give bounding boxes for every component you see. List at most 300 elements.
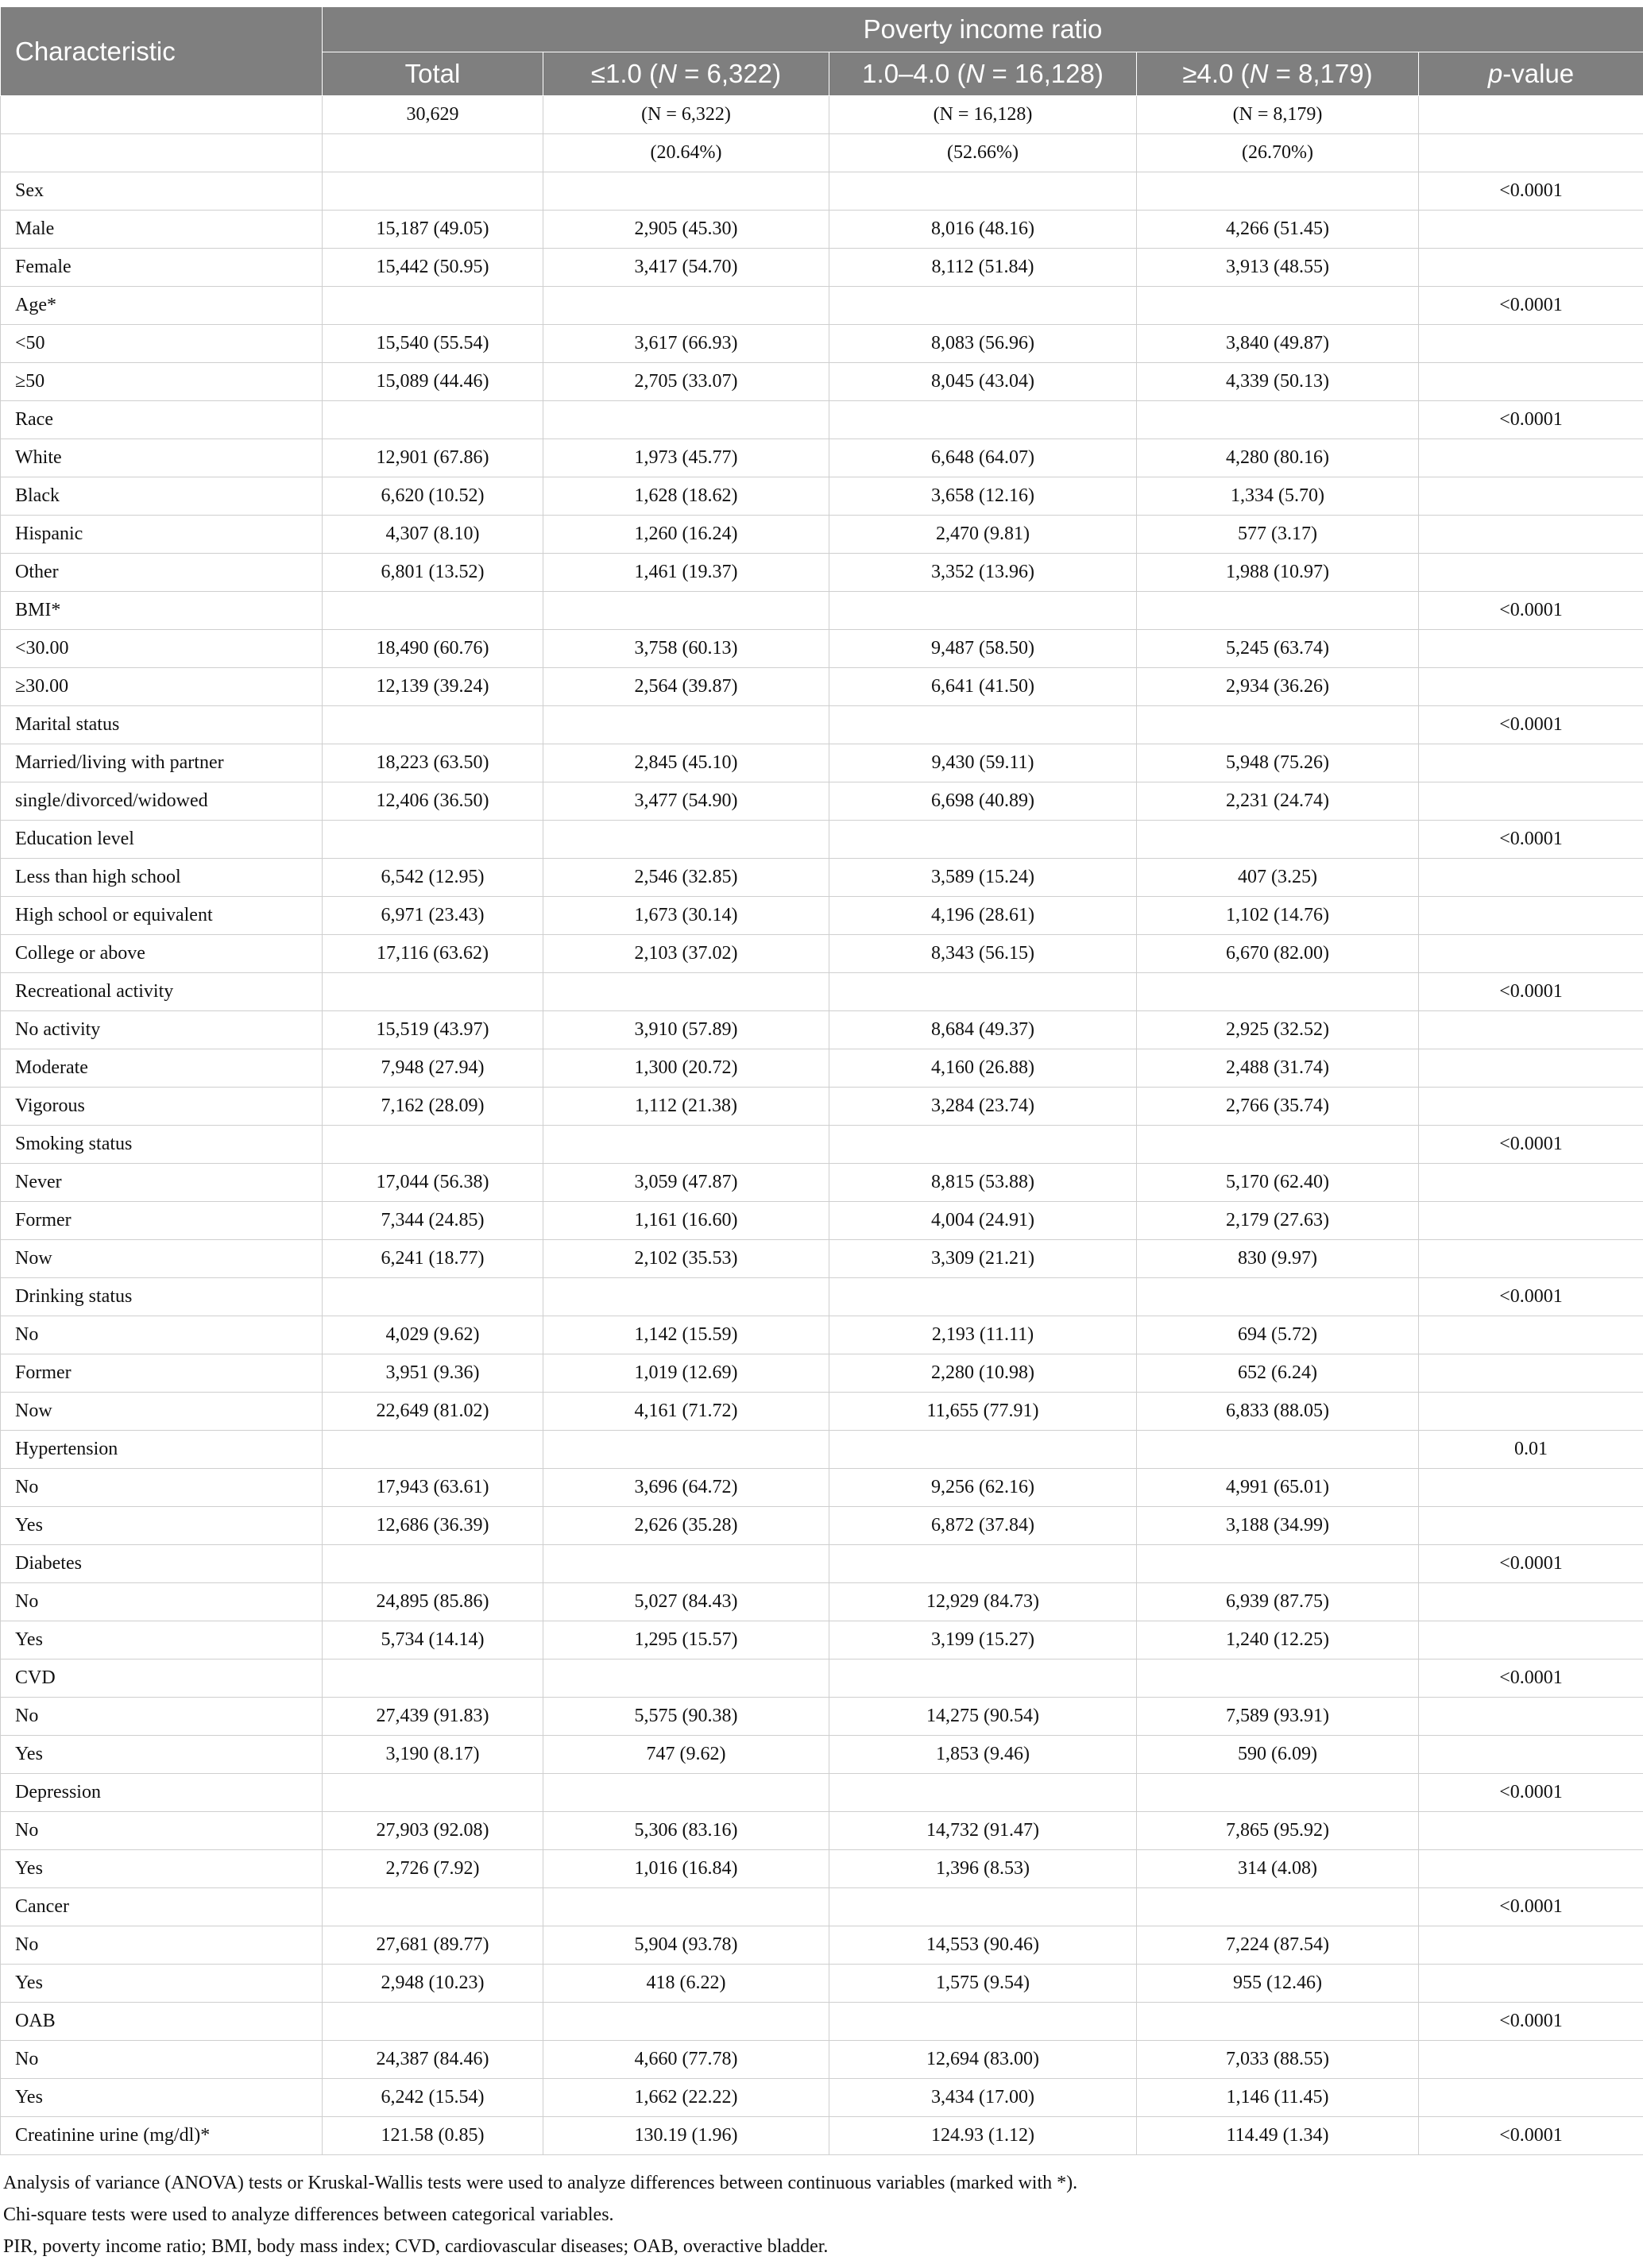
table-row <box>1 1049 1643 1088</box>
row-label: <30.00 <box>1 630 323 668</box>
value-cell <box>829 1545 1137 1583</box>
p-value-cell <box>1419 859 1643 897</box>
value-cell: 8,083 (56.96) <box>829 325 1137 363</box>
value-cell <box>1137 1278 1419 1316</box>
row-label: single/divorced/widowed <box>1 782 323 821</box>
table-row <box>1 782 1643 821</box>
table-row <box>1 1126 1643 1164</box>
value-cell <box>829 287 1137 325</box>
value-cell <box>323 1278 543 1316</box>
value-cell <box>829 172 1137 211</box>
row-label: High school or equivalent <box>1 897 323 935</box>
value-cell: 12,694 (83.00) <box>829 2041 1137 2079</box>
value-cell <box>1137 1431 1419 1469</box>
value-cell: 2,488 (31.74) <box>1137 1049 1419 1088</box>
table-row <box>1 401 1643 439</box>
table-row <box>1 630 1643 668</box>
table-row <box>1 2079 1643 2117</box>
value-cell: 830 (9.97) <box>1137 1240 1419 1278</box>
row-label: Recreational activity <box>1 973 323 1011</box>
table-row <box>1 439 1643 477</box>
row-label: No <box>1 1583 323 1621</box>
row-label <box>1 96 323 134</box>
table-row <box>1 172 1643 211</box>
p-value-cell: <0.0001 <box>1419 1659 1643 1698</box>
row-label: Now <box>1 1393 323 1431</box>
footnote: PIR, poverty income ratio; BMI, body mass index; CVD, cardiovascular diseases; OAB, overactive bladder. <box>3 2236 829 2257</box>
table-row <box>1 744 1643 782</box>
table-row <box>1 821 1643 859</box>
p-value-cell <box>1419 477 1643 516</box>
p-value-cell <box>1419 1316 1643 1354</box>
value-cell <box>543 821 829 859</box>
value-cell <box>323 706 543 744</box>
p-value-cell <box>1419 96 1643 134</box>
value-cell: (N = 8,179) <box>1137 96 1419 134</box>
p-value-cell: <0.0001 <box>1419 2117 1643 2155</box>
table-row <box>1 1583 1643 1621</box>
value-cell: 4,004 (24.91) <box>829 1202 1137 1240</box>
p-value-cell: <0.0001 <box>1419 172 1643 211</box>
table-row <box>1 1850 1643 1888</box>
p-value-cell <box>1419 1698 1643 1736</box>
value-cell: 5,170 (62.40) <box>1137 1164 1419 1202</box>
value-cell <box>323 287 543 325</box>
value-cell: 9,487 (58.50) <box>829 630 1137 668</box>
value-cell: (26.70%) <box>1137 134 1419 172</box>
row-label: Race <box>1 401 323 439</box>
value-cell: 9,256 (62.16) <box>829 1469 1137 1507</box>
table-row <box>1 1774 1643 1812</box>
p-value-cell <box>1419 363 1643 401</box>
value-cell: 3,352 (13.96) <box>829 554 1137 592</box>
value-cell: 114.49 (1.34) <box>1137 2117 1419 2155</box>
table-row <box>1 592 1643 630</box>
value-cell: 8,684 (49.37) <box>829 1011 1137 1049</box>
value-cell: 5,734 (14.14) <box>323 1621 543 1659</box>
value-cell <box>1137 1888 1419 1926</box>
row-label: Yes <box>1 2079 323 2117</box>
value-cell: 24,387 (84.46) <box>323 2041 543 2079</box>
value-cell: 4,029 (9.62) <box>323 1316 543 1354</box>
table-row <box>1 1621 1643 1659</box>
table-row <box>1 935 1643 973</box>
table-row <box>1 516 1643 554</box>
value-cell: 2,102 (35.53) <box>543 1240 829 1278</box>
value-cell <box>323 821 543 859</box>
row-label: Yes <box>1 1621 323 1659</box>
table-row <box>1 211 1643 249</box>
footnote: Chi-square tests were used to analyze differences between categorical variables. <box>3 2204 614 2225</box>
p-value-cell <box>1419 668 1643 706</box>
value-cell <box>323 1659 543 1698</box>
value-cell <box>829 1888 1137 1926</box>
row-label: Never <box>1 1164 323 1202</box>
table-row <box>1 1202 1643 1240</box>
value-cell <box>323 1888 543 1926</box>
value-cell: 4,196 (28.61) <box>829 897 1137 935</box>
value-cell: 2,564 (39.87) <box>543 668 829 706</box>
value-cell <box>1137 2003 1419 2041</box>
value-cell: 3,434 (17.00) <box>829 2079 1137 2117</box>
row-label: Hispanic <box>1 516 323 554</box>
value-cell: 6,698 (40.89) <box>829 782 1137 821</box>
value-cell: 1,461 (19.37) <box>543 554 829 592</box>
column-header-italic: N <box>965 59 985 88</box>
p-value-cell: <0.0001 <box>1419 973 1643 1011</box>
value-cell: 3,190 (8.17) <box>323 1736 543 1774</box>
table-row <box>1 1507 1643 1545</box>
p-value-cell <box>1419 1621 1643 1659</box>
value-cell: 24,895 (85.86) <box>323 1583 543 1621</box>
value-cell: 12,686 (36.39) <box>323 1507 543 1545</box>
row-label: Black <box>1 477 323 516</box>
table-row <box>1 1431 1643 1469</box>
p-value-cell <box>1419 2041 1643 2079</box>
column-header-text: ≥4.0 ( <box>1182 59 1250 88</box>
p-value-cell <box>1419 516 1643 554</box>
value-cell <box>543 973 829 1011</box>
value-cell: 2,470 (9.81) <box>829 516 1137 554</box>
table-row <box>1 1278 1643 1316</box>
value-cell <box>323 2003 543 2041</box>
value-cell: 12,406 (36.50) <box>323 782 543 821</box>
row-label: Married/living with partner <box>1 744 323 782</box>
value-cell: 2,280 (10.98) <box>829 1354 1137 1393</box>
value-cell: 6,242 (15.54) <box>323 2079 543 2117</box>
row-label: Diabetes <box>1 1545 323 1583</box>
p-value-cell: <0.0001 <box>1419 401 1643 439</box>
value-cell: 3,589 (15.24) <box>829 859 1137 897</box>
value-cell: 17,116 (63.62) <box>323 935 543 973</box>
characteristics-table <box>0 6 1643 2155</box>
p-value-cell: <0.0001 <box>1419 706 1643 744</box>
value-cell: 4,660 (77.78) <box>543 2041 829 2079</box>
value-cell <box>829 973 1137 1011</box>
value-cell <box>829 592 1137 630</box>
column-header-italic: p <box>1487 59 1503 88</box>
p-value-cell <box>1419 1088 1643 1126</box>
value-cell: 7,033 (88.55) <box>1137 2041 1419 2079</box>
p-value-cell <box>1419 1926 1643 1965</box>
table-row <box>1 325 1643 363</box>
value-cell <box>543 1278 829 1316</box>
table-row <box>1 2003 1643 2041</box>
value-cell <box>829 1126 1137 1164</box>
value-cell: 2,626 (35.28) <box>543 1507 829 1545</box>
value-cell: 652 (6.24) <box>1137 1354 1419 1393</box>
value-cell: 6,801 (13.52) <box>323 554 543 592</box>
table-row <box>1 2041 1643 2079</box>
table-row <box>1 1316 1643 1354</box>
value-cell: 1,019 (12.69) <box>543 1354 829 1393</box>
table-row <box>1 973 1643 1011</box>
value-cell: 14,732 (91.47) <box>829 1812 1137 1850</box>
value-cell: 7,224 (87.54) <box>1137 1926 1419 1965</box>
value-cell: 1,334 (5.70) <box>1137 477 1419 516</box>
value-cell <box>543 706 829 744</box>
value-cell <box>829 821 1137 859</box>
value-cell: 8,016 (48.16) <box>829 211 1137 249</box>
p-value-cell <box>1419 630 1643 668</box>
characteristic-header: Characteristic <box>1 7 323 96</box>
value-cell: 4,161 (71.72) <box>543 1393 829 1431</box>
column-header <box>543 52 829 96</box>
value-cell: 6,241 (18.77) <box>323 1240 543 1278</box>
value-cell: 15,187 (49.05) <box>323 211 543 249</box>
p-value-cell <box>1419 1850 1643 1888</box>
row-label: Other <box>1 554 323 592</box>
value-cell: 2,231 (24.74) <box>1137 782 1419 821</box>
value-cell: 5,904 (93.78) <box>543 1926 829 1965</box>
value-cell: 4,160 (26.88) <box>829 1049 1137 1088</box>
value-cell <box>829 2003 1137 2041</box>
value-cell <box>543 1888 829 1926</box>
p-value-cell <box>1419 1011 1643 1049</box>
value-cell: 2,179 (27.63) <box>1137 1202 1419 1240</box>
value-cell <box>1137 287 1419 325</box>
value-cell: 1,146 (11.45) <box>1137 2079 1419 2117</box>
value-cell <box>543 592 829 630</box>
value-cell: 1,161 (16.60) <box>543 1202 829 1240</box>
row-label: Hypertension <box>1 1431 323 1469</box>
value-cell: 1,112 (21.38) <box>543 1088 829 1126</box>
p-value-cell <box>1419 935 1643 973</box>
value-cell <box>1137 706 1419 744</box>
column-header-text: = 8,179) <box>1268 59 1373 88</box>
value-cell <box>323 1431 543 1469</box>
value-cell: 418 (6.22) <box>543 1965 829 2003</box>
row-label: OAB <box>1 2003 323 2041</box>
value-cell: 6,542 (12.95) <box>323 859 543 897</box>
p-value-cell <box>1419 1393 1643 1431</box>
value-cell: 1,300 (20.72) <box>543 1049 829 1088</box>
value-cell <box>543 1431 829 1469</box>
value-cell: 2,705 (33.07) <box>543 363 829 401</box>
row-label: Depression <box>1 1774 323 1812</box>
value-cell: (52.66%) <box>829 134 1137 172</box>
p-value-cell <box>1419 1164 1643 1202</box>
row-label: ≥30.00 <box>1 668 323 706</box>
row-label: CVD <box>1 1659 323 1698</box>
p-value-cell: <0.0001 <box>1419 1774 1643 1812</box>
p-value-cell <box>1419 1354 1643 1393</box>
value-cell: 7,589 (93.91) <box>1137 1698 1419 1736</box>
value-cell: 2,546 (32.85) <box>543 859 829 897</box>
row-label: Former <box>1 1202 323 1240</box>
value-cell <box>829 1774 1137 1812</box>
value-cell: 1,973 (45.77) <box>543 439 829 477</box>
row-label: Vigorous <box>1 1088 323 1126</box>
row-label: Cancer <box>1 1888 323 1926</box>
value-cell: 6,641 (41.50) <box>829 668 1137 706</box>
row-label: Smoking status <box>1 1126 323 1164</box>
p-value-cell: <0.0001 <box>1419 592 1643 630</box>
table-row <box>1 96 1643 134</box>
value-cell: 7,865 (95.92) <box>1137 1812 1419 1850</box>
row-label: Yes <box>1 1736 323 1774</box>
value-cell: 15,442 (50.95) <box>323 249 543 287</box>
table-header <box>1 7 1643 96</box>
value-cell: 17,044 (56.38) <box>323 1164 543 1202</box>
column-header-text: Total <box>404 59 461 88</box>
row-label: ≥50 <box>1 363 323 401</box>
value-cell: 590 (6.09) <box>1137 1736 1419 1774</box>
row-label: Education level <box>1 821 323 859</box>
value-cell <box>543 1774 829 1812</box>
column-header-italic: N <box>1249 59 1269 88</box>
value-cell <box>1137 1774 1419 1812</box>
p-value-cell <box>1419 1202 1643 1240</box>
value-cell: 5,948 (75.26) <box>1137 744 1419 782</box>
table-row <box>1 1888 1643 1926</box>
value-cell: 22,649 (81.02) <box>323 1393 543 1431</box>
p-value-cell <box>1419 1507 1643 1545</box>
table-row <box>1 477 1643 516</box>
value-cell: 27,439 (91.83) <box>323 1698 543 1736</box>
value-cell: 2,925 (32.52) <box>1137 1011 1419 1049</box>
table-row <box>1 1545 1643 1583</box>
table-container <box>0 6 1643 2155</box>
row-label: Age* <box>1 287 323 325</box>
value-cell: 27,681 (89.77) <box>323 1926 543 1965</box>
value-cell: 1,673 (30.14) <box>543 897 829 935</box>
value-cell <box>323 134 543 172</box>
column-header-text: = 6,322) <box>676 59 782 88</box>
table-body <box>1 96 1643 2155</box>
row-label: Male <box>1 211 323 249</box>
value-cell: 1,628 (18.62) <box>543 477 829 516</box>
value-cell: 27,903 (92.08) <box>323 1812 543 1850</box>
value-cell: 1,102 (14.76) <box>1137 897 1419 935</box>
value-cell: 5,306 (83.16) <box>543 1812 829 1850</box>
value-cell <box>323 1774 543 1812</box>
value-cell <box>1137 592 1419 630</box>
table-row <box>1 1736 1643 1774</box>
value-cell: 694 (5.72) <box>1137 1316 1419 1354</box>
value-cell: 1,295 (15.57) <box>543 1621 829 1659</box>
p-value-cell: <0.0001 <box>1419 1278 1643 1316</box>
value-cell <box>829 1659 1137 1698</box>
p-value-cell <box>1419 1469 1643 1507</box>
p-value-cell <box>1419 1965 1643 2003</box>
p-value-cell <box>1419 134 1643 172</box>
value-cell: 15,089 (44.46) <box>323 363 543 401</box>
value-cell <box>829 706 1137 744</box>
value-cell <box>543 2003 829 2041</box>
value-cell: 6,833 (88.05) <box>1137 1393 1419 1431</box>
table-row <box>1 554 1643 592</box>
value-cell <box>829 401 1137 439</box>
column-header <box>829 52 1137 96</box>
value-cell: 1,396 (8.53) <box>829 1850 1137 1888</box>
value-cell: 15,540 (55.54) <box>323 325 543 363</box>
p-value-cell <box>1419 1049 1643 1088</box>
value-cell: 6,648 (64.07) <box>829 439 1137 477</box>
footnotes <box>0 2167 1643 2262</box>
table-row <box>1 1698 1643 1736</box>
value-cell: 3,658 (12.16) <box>829 477 1137 516</box>
value-cell <box>323 1545 543 1583</box>
value-cell: 2,905 (45.30) <box>543 211 829 249</box>
row-label: Creatinine urine (mg/dl)* <box>1 2117 323 2155</box>
p-value-cell: <0.0001 <box>1419 1126 1643 1164</box>
value-cell: 4,339 (50.13) <box>1137 363 1419 401</box>
value-cell: 7,344 (24.85) <box>323 1202 543 1240</box>
row-label: No <box>1 1316 323 1354</box>
value-cell: 5,027 (84.43) <box>543 1583 829 1621</box>
value-cell: 8,815 (53.88) <box>829 1164 1137 1202</box>
value-cell: 12,901 (67.86) <box>323 439 543 477</box>
table-row <box>1 1393 1643 1431</box>
p-value-cell: <0.0001 <box>1419 1888 1643 1926</box>
value-cell <box>543 172 829 211</box>
value-cell <box>543 287 829 325</box>
column-header <box>1419 52 1643 96</box>
table-row <box>1 249 1643 287</box>
table-row <box>1 1965 1643 2003</box>
p-value-cell <box>1419 554 1643 592</box>
value-cell: 3,617 (66.93) <box>543 325 829 363</box>
row-label: Former <box>1 1354 323 1393</box>
value-cell: 3,913 (48.55) <box>1137 249 1419 287</box>
p-value-cell <box>1419 1240 1643 1278</box>
table-row <box>1 859 1643 897</box>
value-cell <box>543 1545 829 1583</box>
value-cell: 955 (12.46) <box>1137 1965 1419 2003</box>
value-cell: 314 (4.08) <box>1137 1850 1419 1888</box>
p-value-cell <box>1419 1583 1643 1621</box>
table-row <box>1 706 1643 744</box>
value-cell <box>1137 401 1419 439</box>
table-row <box>1 2117 1643 2155</box>
value-cell: 8,112 (51.84) <box>829 249 1137 287</box>
value-cell: 2,726 (7.92) <box>323 1850 543 1888</box>
value-cell: 2,766 (35.74) <box>1137 1088 1419 1126</box>
value-cell: 4,991 (65.01) <box>1137 1469 1419 1507</box>
value-cell: 5,245 (63.74) <box>1137 630 1419 668</box>
value-cell: 3,910 (57.89) <box>543 1011 829 1049</box>
value-cell: 5,575 (90.38) <box>543 1698 829 1736</box>
column-header-text: -value <box>1502 59 1575 88</box>
p-value-cell: 0.01 <box>1419 1431 1643 1469</box>
row-label: No <box>1 1926 323 1965</box>
value-cell <box>1137 1545 1419 1583</box>
p-value-cell: <0.0001 <box>1419 1545 1643 1583</box>
footnote: Analysis of variance (ANOVA) tests or Kruskal-Wallis tests were used to analyze differences between continuous variables (marked with *). <box>3 2173 1078 2193</box>
value-cell: 6,620 (10.52) <box>323 477 543 516</box>
row-label: No <box>1 1469 323 1507</box>
row-label: Less than high school <box>1 859 323 897</box>
p-value-cell <box>1419 2079 1643 2117</box>
value-cell <box>829 1431 1137 1469</box>
value-cell: 8,045 (43.04) <box>829 363 1137 401</box>
table-row <box>1 1926 1643 1965</box>
value-cell: 2,934 (36.26) <box>1137 668 1419 706</box>
value-cell: 3,758 (60.13) <box>543 630 829 668</box>
table-row <box>1 134 1643 172</box>
p-value-cell <box>1419 782 1643 821</box>
value-cell: 7,948 (27.94) <box>323 1049 543 1088</box>
value-cell: 1,988 (10.97) <box>1137 554 1419 592</box>
value-cell: 6,670 (82.00) <box>1137 935 1419 973</box>
row-label: No <box>1 2041 323 2079</box>
row-label: White <box>1 439 323 477</box>
value-cell <box>1137 172 1419 211</box>
value-cell: 9,430 (59.11) <box>829 744 1137 782</box>
value-cell: 14,275 (90.54) <box>829 1698 1137 1736</box>
p-value-cell <box>1419 744 1643 782</box>
